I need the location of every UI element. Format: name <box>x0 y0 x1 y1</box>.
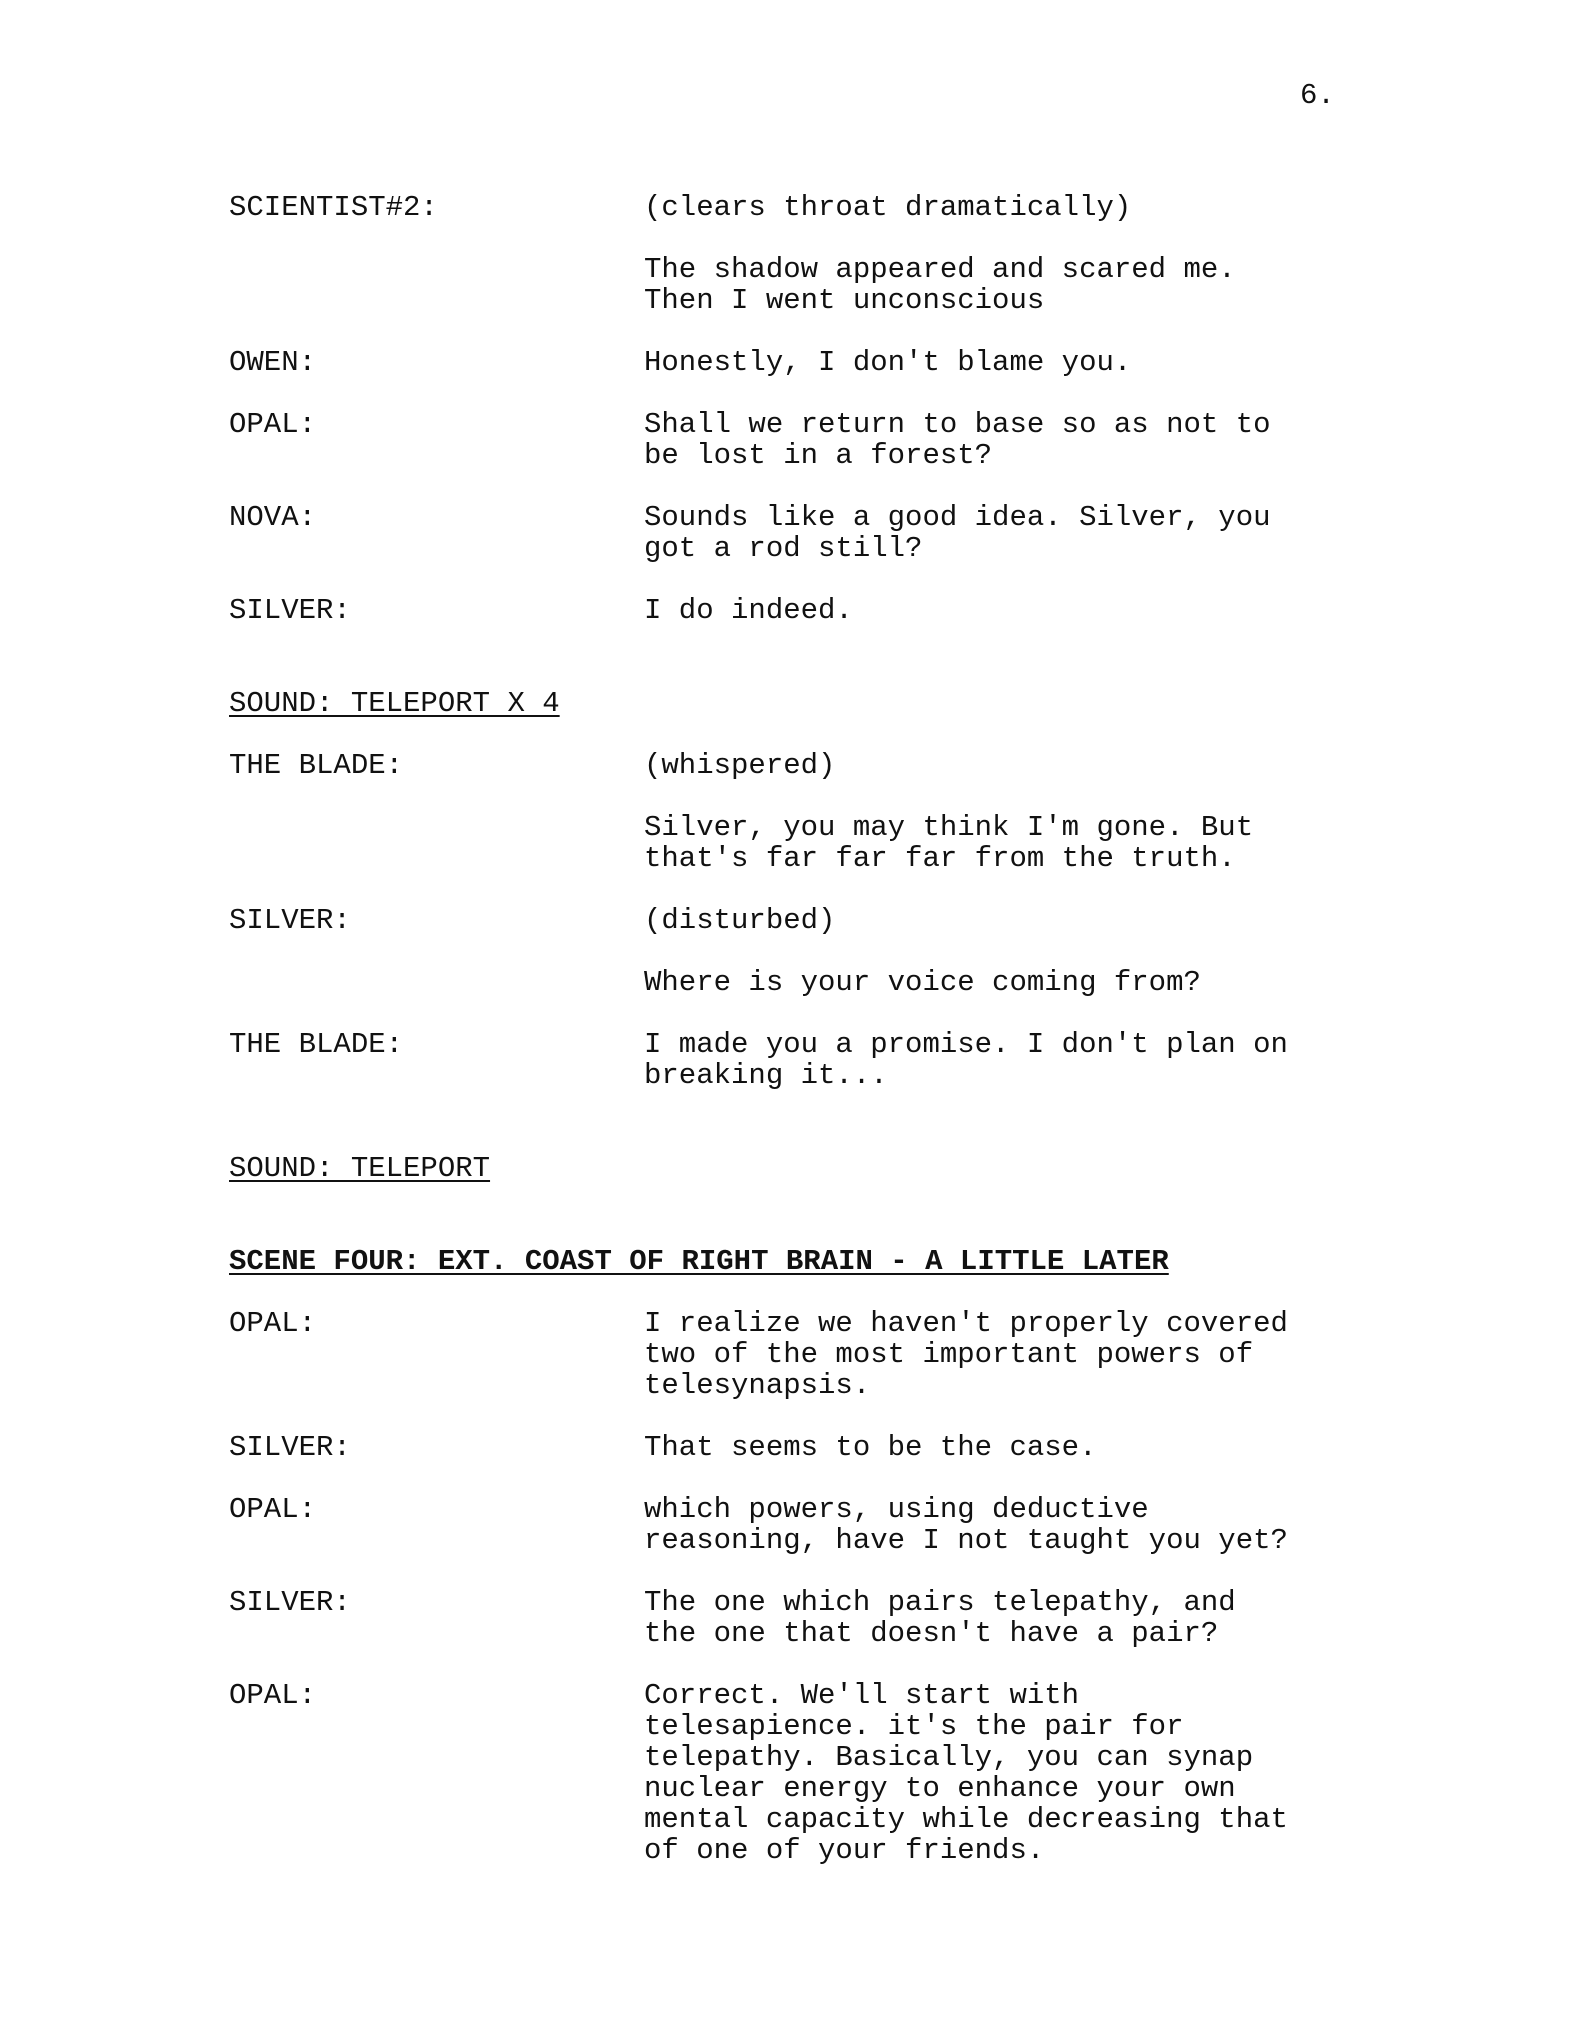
dialogue-line: two of the most important powers of <box>644 1338 1254 1371</box>
dialogue-line: which powers, using deductive <box>644 1493 1149 1526</box>
dialogue-line: Shall we return to base so as not to <box>644 408 1271 441</box>
dialogue-line: nuclear energy to enhance your own <box>644 1772 1236 1805</box>
dialogue-paragraph <box>644 409 1349 471</box>
dialogue-paragraph <box>644 1432 1349 1463</box>
character-name: SILVER: <box>229 1586 351 1619</box>
dialogue-line: telepathy. Basically, you can synap <box>644 1741 1254 1774</box>
dialogue-line: Sounds like a good idea. Silver, you <box>644 501 1271 534</box>
dialogue-block <box>229 347 1349 378</box>
character-name: OPAL: <box>229 1679 317 1712</box>
character-name: OPAL: <box>229 1493 317 1526</box>
character-name: SILVER: <box>229 904 351 937</box>
dialogue-paragraph <box>644 1680 1349 1866</box>
dialogue-line: Honestly, I don't blame you. <box>644 346 1132 379</box>
dialogue-text <box>644 595 1349 626</box>
dialogue-line: the one that doesn't have a pair? <box>644 1617 1219 1650</box>
dialogue-text <box>644 1432 1349 1463</box>
dialogue-block <box>229 1494 1349 1556</box>
dialogue-block <box>229 1308 1349 1401</box>
dialogue-line: telesynapsis. <box>644 1369 871 1402</box>
dialogue-text <box>644 409 1349 471</box>
dialogue-block <box>229 1432 1349 1463</box>
character-name: OPAL: <box>229 1307 317 1340</box>
dialogue-line: The one which pairs telepathy, and <box>644 1586 1236 1619</box>
dialogue-line: of one of your friends. <box>644 1834 1045 1867</box>
dialogue-block <box>229 750 1349 874</box>
character-name: SILVER: <box>229 594 351 627</box>
dialogue-line: (clears throat dramatically) <box>644 191 1132 224</box>
dialogue-text <box>644 1587 1349 1649</box>
dialogue-text <box>644 750 1349 874</box>
character-name: SILVER: <box>229 1431 351 1464</box>
dialogue-line: Correct. We'll start with <box>644 1679 1080 1712</box>
dialogue-line: Then I went unconscious <box>644 284 1045 317</box>
dialogue-text <box>644 1308 1349 1401</box>
dialogue-line: that's far far far from the truth. <box>644 842 1236 875</box>
dialogue-line: Where is your voice coming from? <box>644 966 1201 999</box>
dialogue-line: The shadow appeared and scared me. <box>644 253 1236 286</box>
dialogue-line: be lost in a forest? <box>644 439 993 472</box>
character-name: THE BLADE: <box>229 1028 404 1061</box>
dialogue-paragraph <box>644 595 1349 626</box>
dialogue-line: I do indeed. <box>644 594 853 627</box>
dialogue-block <box>229 1680 1349 1866</box>
dialogue-paragraph <box>644 1308 1349 1401</box>
dialogue-line: reasoning, have I not taught you yet? <box>644 1524 1288 1557</box>
dialogue-paragraph <box>644 254 1349 316</box>
dialogue-paragraph <box>644 1494 1349 1556</box>
dialogue-text <box>644 347 1349 378</box>
dialogue-line: I made you a promise. I don't plan on <box>644 1028 1288 1061</box>
dialogue-text <box>644 1029 1349 1091</box>
character-name: NOVA: <box>229 501 317 534</box>
dialogue-paragraph <box>644 1029 1349 1091</box>
character-name: THE BLADE: <box>229 749 404 782</box>
dialogue-paragraph <box>644 347 1349 378</box>
dialogue-text <box>644 1680 1349 1866</box>
dialogue-paragraph <box>644 967 1349 998</box>
dialogue-block <box>229 1587 1349 1649</box>
dialogue-line: (disturbed) <box>644 904 836 937</box>
dialogue-block <box>229 1029 1349 1091</box>
dialogue-line: got a rod still? <box>644 532 923 565</box>
dialogue-line: Silver, you may think I'm gone. But <box>644 811 1254 844</box>
dialogue-line: breaking it... <box>644 1059 888 1092</box>
dialogue-line: mental capacity while decreasing that <box>644 1803 1288 1836</box>
character-name: OWEN: <box>229 346 317 379</box>
page-number: 6. <box>1300 79 1335 112</box>
script-body <box>229 192 1349 1897</box>
character-name: OPAL: <box>229 408 317 441</box>
dialogue-line: I realize we haven't properly covered <box>644 1307 1288 1340</box>
dialogue-paragraph <box>644 502 1349 564</box>
dialogue-line: That seems to be the case. <box>644 1431 1097 1464</box>
scene-heading: SCENE FOUR: EXT. COAST OF RIGHT BRAIN - A LITTLE LATER <box>229 1245 1169 1278</box>
sound-cue: SOUND: TELEPORT <box>229 1152 491 1185</box>
sound-cue: SOUND: TELEPORT X 4 <box>229 687 560 720</box>
parenthetical <box>644 750 1349 781</box>
dialogue-block <box>229 192 1349 316</box>
dialogue-text <box>644 905 1349 998</box>
dialogue-block <box>229 502 1349 564</box>
parenthetical <box>644 192 1349 223</box>
dialogue-block <box>229 409 1349 471</box>
dialogue-text <box>644 1494 1349 1556</box>
dialogue-paragraph <box>644 1587 1349 1649</box>
dialogue-paragraph <box>644 812 1349 874</box>
dialogue-line: (whispered) <box>644 749 836 782</box>
parenthetical <box>644 905 1349 936</box>
dialogue-block <box>229 905 1349 998</box>
dialogue-block <box>229 595 1349 626</box>
dialogue-line: telesapience. it's the pair for <box>644 1710 1184 1743</box>
character-name: SCIENTIST#2: <box>229 191 438 224</box>
dialogue-text <box>644 192 1349 316</box>
dialogue-text <box>644 502 1349 564</box>
